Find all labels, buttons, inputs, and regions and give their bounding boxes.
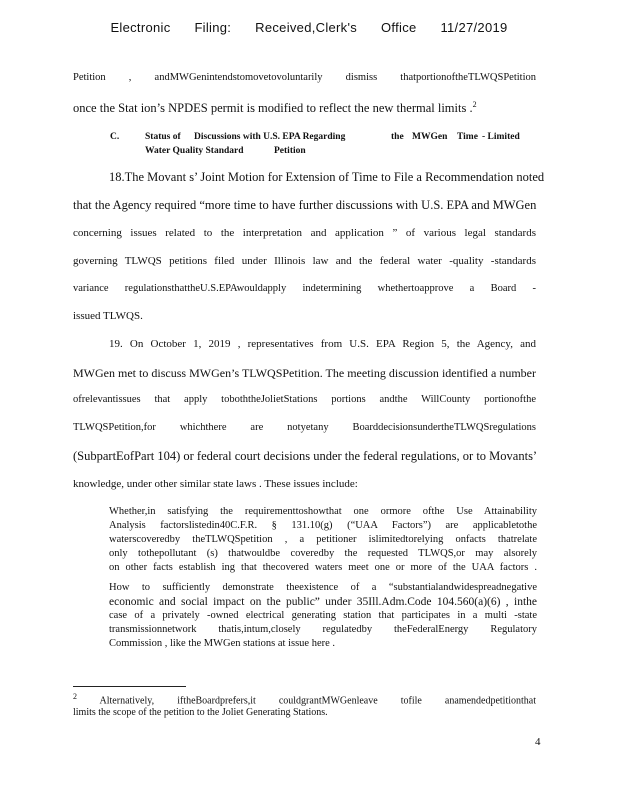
para18-line-4: governing TLWQS petitions filed under Illinois law and the federal water -quality -standards bbox=[73, 255, 536, 267]
header-filing: Filing: bbox=[194, 20, 232, 35]
para18-line-5: variance regulationsthattheU.S.EPAwouldapply indetermining whethertoapprove a Board - bbox=[73, 283, 536, 294]
para19-line-6: knowledge, under other similar state laws . These issues include: bbox=[73, 478, 358, 490]
section-c-label: C. bbox=[110, 132, 120, 142]
para19-line-4: TLWQSPetition,for whichthere are notyetany BoarddecisionsundertheTLWQSregulations bbox=[73, 422, 536, 433]
bullet-2-line-3: case of a privately -owned electrical generating station that participates in a multi -state bbox=[109, 610, 537, 621]
header-date: 11/27/2019 bbox=[440, 20, 508, 35]
para19-line-3: ofrelevantissues that apply toboththeJolietStations portions andthe WillCounty portionofthe bbox=[73, 394, 536, 405]
section-c-the: the bbox=[391, 132, 404, 142]
bullet-2-line-1: How to sufficiently demonstrate theexistence of a “substantialandwidespreadnegative bbox=[109, 582, 537, 593]
bullet-2-line-2: economic and social impact on the public” under 35Ill.Adm.Code 104.560(a)(6) , inthe bbox=[109, 596, 537, 608]
header-electronic: Electronic bbox=[110, 20, 171, 35]
page-number: 4 bbox=[535, 736, 541, 748]
footnote-ref-2: 2 bbox=[472, 100, 477, 109]
footnote-separator bbox=[73, 686, 186, 687]
intro-line-1: Petition , andMWGenintendstomovetovoluntarily dismiss thatportionoftheTLWQSPetition bbox=[73, 72, 536, 83]
footnote-line-1-text: Alternatively, iftheBoardprefers,it couldgrantMWGenleave tofile anamendedpetitionthat bbox=[99, 695, 536, 707]
para18-line-1: 18.The Movant s’ Joint Motion for Extension of Time to File a Recommendation noted bbox=[109, 170, 545, 184]
bullet-1-line-1: Whether,in satisfying the requirementtoshowthat one ormore ofthe Use Attainability bbox=[109, 506, 537, 517]
section-c-status-of: Status of bbox=[145, 132, 181, 142]
bullet-1-line-3: waterscoveredby theTLWQSpetition , a petitioner islimitedtorelying onfacts thatrelate bbox=[109, 534, 537, 545]
bullet-2-line-4: transmissionnetwork thatis,intum,closely regulatedby theFederalEnergy Regulatory bbox=[109, 624, 537, 635]
bullet-1-line-2: Analysis factorslistedin40C.F.R. § 131.10(g) (“UAA Factors”) are applicabletothe bbox=[109, 520, 537, 531]
para19-line-1: 19. On October 1, 2019 , representatives from U.S. EPA Region 5, the Agency, and bbox=[109, 338, 536, 350]
para18-line-3: concerning issues related to the interpretation and application ” of various legal standards bbox=[73, 227, 536, 239]
para18-line-6: issued TLWQS. bbox=[73, 310, 143, 322]
bullet-2-line-5: Commission , like the MWGen stations at issue here . bbox=[109, 638, 336, 649]
para18-line-2: that the Agency required “more time to have further discussions with U.S. EPA and MWGen bbox=[73, 198, 537, 212]
footnote-line-1 bbox=[73, 692, 536, 706]
filing-header bbox=[0, 20, 618, 35]
section-c-mwgen: MWGen bbox=[412, 132, 448, 142]
section-c-petition: Petition bbox=[274, 146, 306, 156]
para19-line-5: (SubpartEofPart 104) or federal court decisions under the federal regulations, or to Movants’ bbox=[73, 449, 538, 463]
para19-line-2: MWGen met to discuss MWGen’s TLWQSPetition. The meeting discussion identified a number bbox=[73, 366, 536, 380]
footnote-line-2: limits the scope of the petition to the Joliet Generating Stations. bbox=[73, 707, 328, 718]
intro-line-2-text: once the Stat ion’s NPDES permit is modified to reflect the new thermal limits . bbox=[73, 101, 473, 116]
header-received-clerks: Received,Clerk's bbox=[255, 20, 358, 35]
header-office: Office bbox=[381, 20, 417, 35]
footnote-number: 2 bbox=[73, 692, 77, 701]
section-c-discussions: Discussions with U.S. EPA Regarding bbox=[194, 132, 346, 142]
bullet-1-line-5: on other facts establish ing that thecovered waters meet one or more of the UAA factors . bbox=[109, 562, 537, 573]
intro-line-2 bbox=[73, 100, 477, 116]
section-c-time: Time bbox=[457, 132, 478, 142]
bullet-1-line-4: only tothepollutant (s) thatwouldbe coveredby the requested TLWQS,or may alsorely bbox=[109, 548, 537, 559]
section-c-wqs: Water Quality Standard bbox=[145, 146, 244, 156]
section-c-limited: - Limited bbox=[482, 132, 520, 142]
